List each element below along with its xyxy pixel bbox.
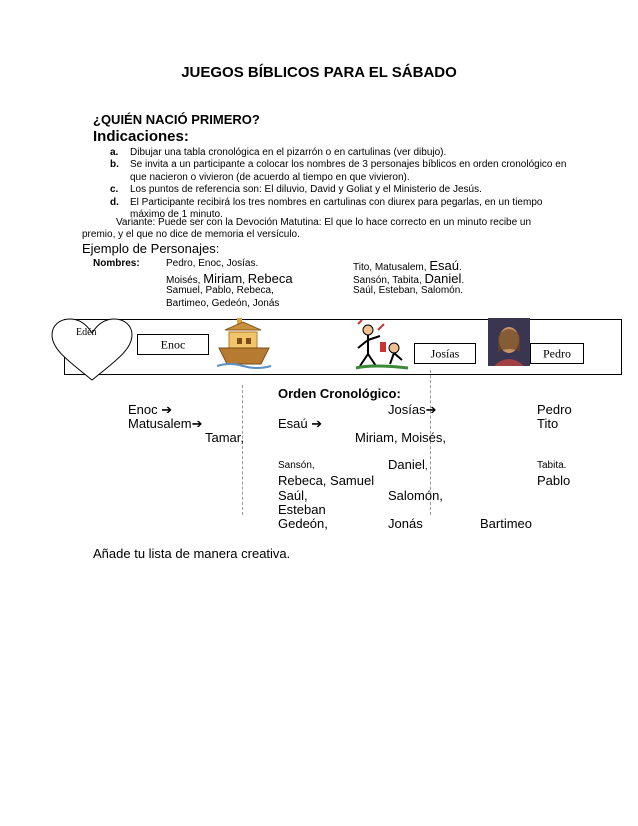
order-item: Pablo bbox=[537, 473, 571, 488]
jesus-portrait-icon bbox=[488, 318, 530, 366]
column-divider bbox=[242, 385, 243, 515]
example-heading: Ejemplo de Personajes: bbox=[82, 241, 220, 256]
names-row: Tito, Matusalem, Esaú. bbox=[353, 258, 462, 273]
names-row: Moisés, Miriam, Rebeca bbox=[166, 271, 293, 286]
names-row: Saúl, Esteban, Salomón. bbox=[353, 285, 464, 296]
names-row: Bartimeo, Gedeón, Jonás bbox=[166, 298, 280, 309]
names-row: Pedro, Enoc, Josías. bbox=[166, 258, 259, 269]
order-item: Esaú ➔ bbox=[278, 416, 323, 431]
instruction-item: a. Dibujar una tabla cronológica en el pizarrón o en cartulinas (ver dibujo). bbox=[110, 147, 447, 158]
order-item: Rebeca, Samuel bbox=[278, 473, 375, 488]
order-item: Jonás bbox=[388, 516, 423, 531]
order-item: Tito bbox=[537, 416, 559, 431]
order-heading: Orden Cronológico: bbox=[278, 386, 401, 401]
order-item: Miriam, Moisés, bbox=[355, 430, 447, 445]
order-item: Salomón, bbox=[388, 488, 443, 503]
timeline-card-enoc: Enoc bbox=[137, 334, 209, 355]
timeline-card-pedro: Pedro bbox=[530, 343, 584, 364]
order-item: Bartimeo bbox=[480, 516, 533, 531]
order-item: Tamar, bbox=[205, 430, 245, 445]
page-title: JUEGOS BÍBLICOS PARA EL SÁBADO bbox=[181, 64, 457, 81]
variant-line-cont: premio, y el que no dice de memoria el versículo. bbox=[82, 229, 300, 240]
names-row: Sansón, Tabita, Daniel. bbox=[353, 271, 465, 286]
timeline-card-josias: Josías bbox=[414, 343, 476, 364]
order-item: Sansón, bbox=[278, 460, 315, 471]
heart-label: Edén bbox=[76, 327, 97, 338]
names-row: Samuel, Pablo, Rebeca, bbox=[166, 285, 274, 296]
order-item: Josías➔ bbox=[388, 402, 437, 417]
noah-ark-icon bbox=[215, 312, 275, 372]
david-goliath-icon bbox=[352, 320, 412, 372]
instructions-list bbox=[110, 147, 580, 221]
order-item: Tabita. bbox=[537, 460, 567, 471]
footer-note: Añade tu lista de manera creativa. bbox=[93, 546, 291, 561]
variant-line: Variante: Puede ser con la Devoción Matutina: El que lo hace correcto en un minuto recibe un bbox=[116, 217, 532, 228]
instruction-item: d. El Participante recibirá los tres nombres en cartulinas con diurex para pegarlas, en un tiempo máximo de 1 minuto. bbox=[110, 196, 543, 221]
instruction-item: c. Los puntos de referencia son: El diluvio, David y Goliat y el Ministerio de Jesús. bbox=[110, 184, 482, 196]
instruction-item: b. Se invita a un participante a colocar los nombres de 3 personajes bíblicos en orden cronológico en que nacieron o vivieron (de acuerdo al tiempo en que vivieron). bbox=[110, 159, 567, 183]
order-item: Esteban bbox=[278, 502, 326, 517]
instructions-heading: Indicaciones: bbox=[93, 128, 189, 145]
names-label: Nombres: bbox=[93, 258, 140, 269]
order-item: Matusalem➔ bbox=[128, 416, 203, 431]
order-item: Saúl, bbox=[278, 488, 308, 503]
order-item: Gedeón, bbox=[278, 516, 328, 531]
question-heading: ¿QUIÉN NACIÓ PRIMERO? bbox=[93, 112, 260, 127]
order-item: Pedro bbox=[537, 402, 572, 417]
order-item: Daniel, bbox=[388, 457, 428, 472]
order-item: Enoc ➔ bbox=[128, 402, 173, 417]
